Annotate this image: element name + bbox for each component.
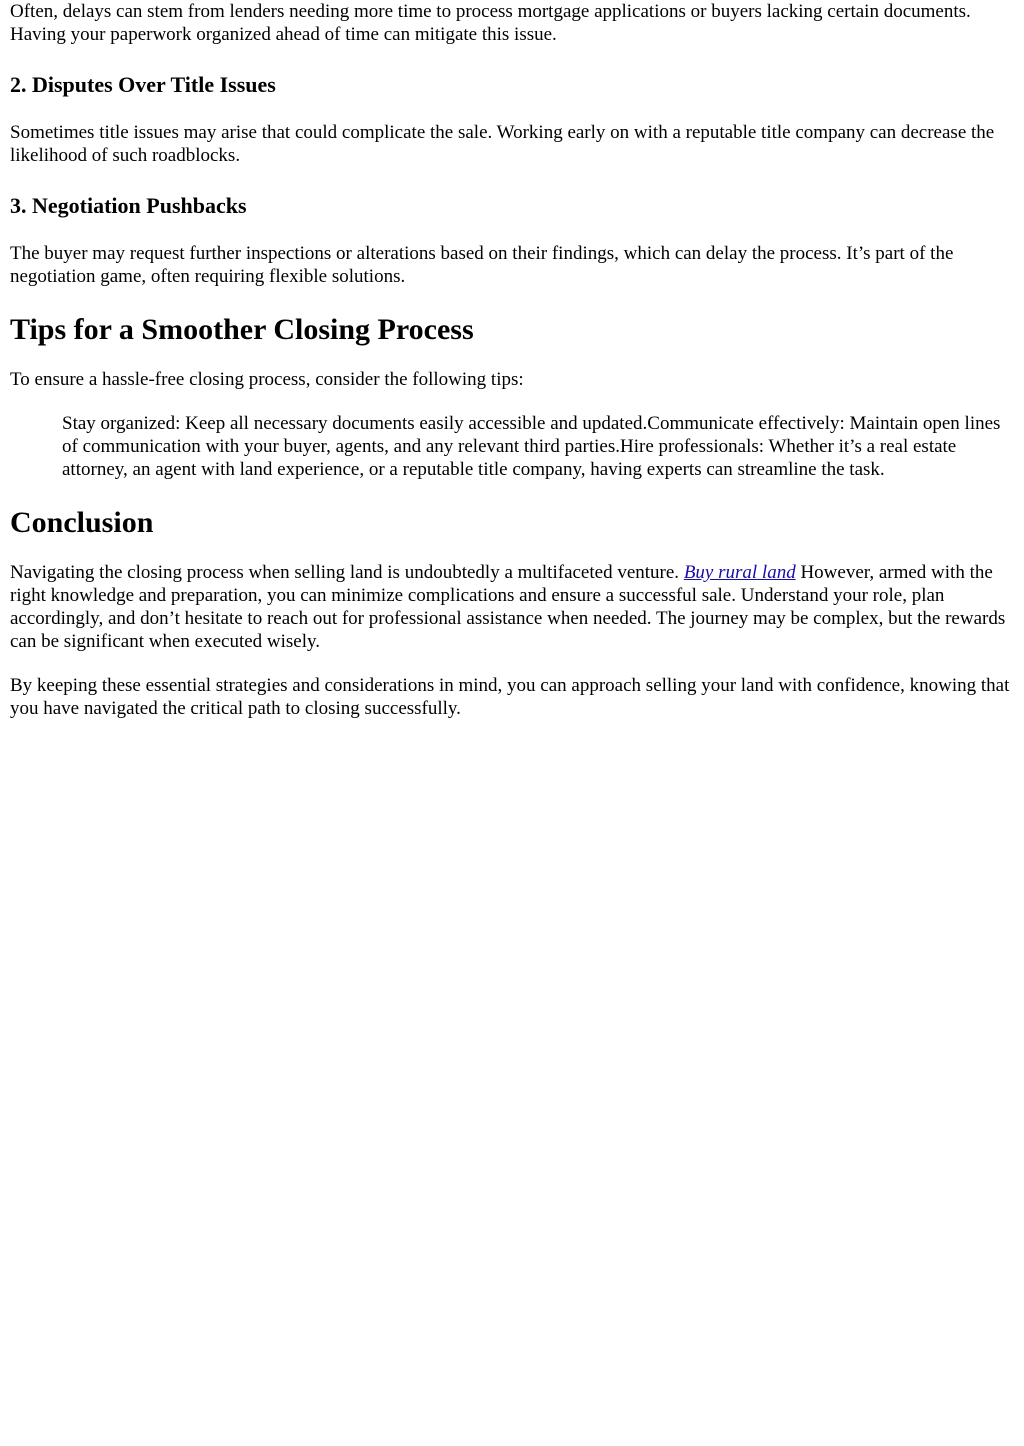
buy-rural-land-link[interactable]: Buy rural land bbox=[683, 562, 796, 583]
tips-heading: Tips for a Smoother Closing Process bbox=[10, 313, 474, 346]
section-heading-disputes: 2. Disputes Over Title Issues bbox=[10, 72, 276, 97]
article-page bbox=[0, 0, 1024, 720]
final-paragraph: By keeping these essential strategies and considerations in mind, you can approach selling your land with confidence, knowing that you have navigated the critical path to closing successfully. bbox=[10, 675, 1010, 719]
conclusion-text-before-link: Navigating the closing process when selling land is undoubtedly a multifaceted venture. bbox=[10, 562, 684, 583]
conclusion-text-after-link: However, armed with the right knowledge and preparation, you can minimize complications and ensure a successful sale. Understand your role, plan accordingly, and don’t hesitate to reach out for professional assistance when needed. The journey may be complex, but the rewards can be significant when executed wisely. bbox=[10, 562, 1006, 652]
conclusion-heading: Conclusion bbox=[10, 506, 154, 539]
negotiation-paragraph: The buyer may request further inspections or alterations based on their findings, which can delay the process. It’s part of the negotiation game, often requiring flexible solutions. bbox=[10, 243, 954, 287]
intro-paragraph: Often, delays can stem from lenders needing more time to process mortgage applications or buyers lacking certain documents. Having your paperwork organized ahead of time can mitigate this issue. bbox=[10, 1, 971, 45]
tips-list: Stay organized: Keep all necessary documents easily accessible and updated.Communicate effectively: Maintain open lines of communication with your buyer, agents, and any relevant third parties.Hire professionals: Whether it’s a real estate attorney, an agent with land experience, or a reputable title company, having experts can streamline the task. bbox=[62, 413, 1001, 480]
disputes-paragraph: Sometimes title issues may arise that could complicate the sale. Working early on with a reputable title company can decrease the likelihood of such roadblocks. bbox=[10, 122, 995, 166]
section-heading-negotiation: 3. Negotiation Pushbacks bbox=[10, 193, 247, 218]
conclusion-paragraph bbox=[10, 561, 1014, 653]
tips-intro-paragraph: To ensure a hassle-free closing process, consider the following tips: bbox=[10, 369, 524, 390]
